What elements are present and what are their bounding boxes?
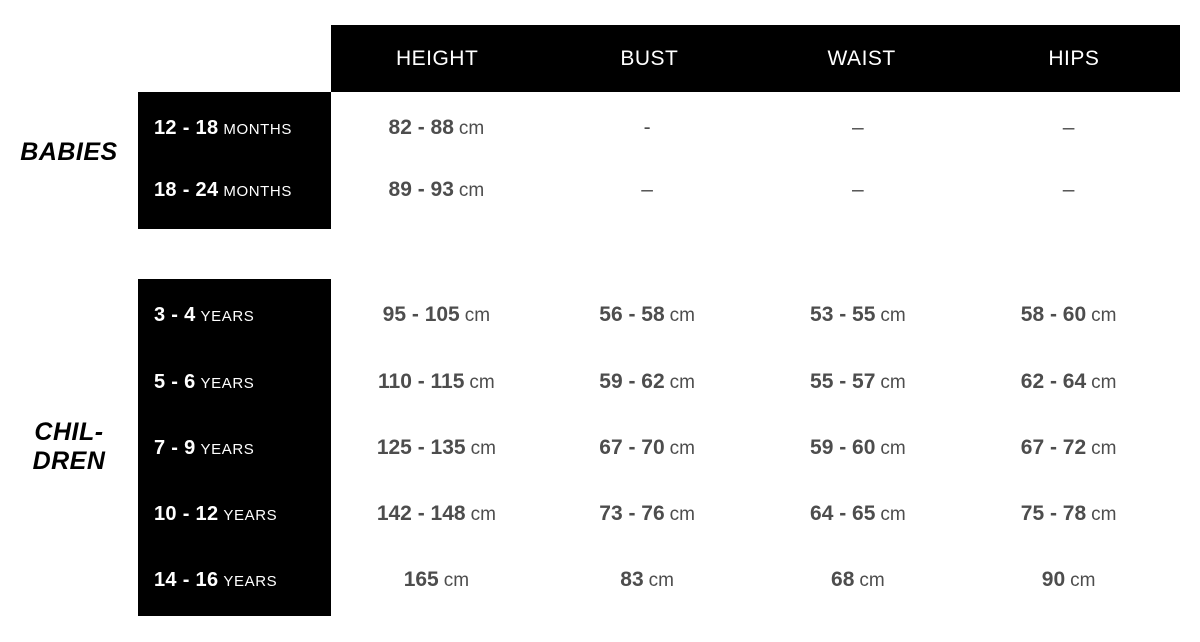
cell-hips [963, 370, 1174, 394]
cell-bust [542, 502, 753, 526]
cell-value: 59 - 60 [810, 436, 876, 459]
cell-value: - [643, 116, 651, 139]
age-range: 18 - 24 [154, 178, 219, 201]
cell-value: 125 - 135 [376, 436, 466, 459]
cell-unit: cm [1091, 305, 1117, 326]
row-values [331, 370, 1180, 394]
cell-unit: cm [669, 372, 695, 393]
cell-unit: cm [669, 305, 695, 326]
cell-bust [542, 568, 753, 592]
cell-unit: cm [880, 305, 906, 326]
cell-hips [963, 178, 1174, 202]
age-range: 5 - 6 [154, 370, 196, 393]
row-values [331, 568, 1180, 592]
cell-value: 82 - 88 [388, 116, 454, 139]
age-cell [138, 304, 331, 327]
cell-value: 64 - 65 [810, 502, 876, 525]
column-header-bust: BUST [620, 46, 679, 70]
table-row [138, 297, 1180, 333]
cell-waist [753, 436, 964, 460]
cell-value: 75 - 78 [1020, 502, 1087, 525]
group-label-children [0, 418, 138, 476]
cell-value: 67 - 72 [1020, 436, 1087, 459]
group-label-children-line1: CHIL- [34, 418, 104, 446]
cell-unit: cm [669, 438, 695, 459]
cell-height [331, 178, 542, 202]
cell-unit: cm [1091, 372, 1117, 393]
cell-height [331, 502, 542, 526]
cell-value: 56 - 58 [599, 303, 665, 326]
row-values [331, 116, 1180, 140]
cell-value: 83 [620, 568, 644, 591]
cell-hips [963, 303, 1174, 327]
cell-value: 62 - 64 [1020, 370, 1087, 393]
cell-unit: cm [470, 438, 496, 459]
cell-value: 55 - 57 [810, 370, 876, 393]
row-values [331, 178, 1180, 202]
cell-value: 68 [831, 568, 855, 591]
cell-value: 165 [403, 568, 439, 591]
cell-height [331, 436, 542, 460]
age-cell [138, 569, 331, 592]
cell-height [331, 370, 542, 394]
cell-unit: cm [458, 118, 485, 139]
cell-unit: cm [859, 570, 885, 591]
cell-hips [963, 502, 1174, 526]
table-row [138, 430, 1180, 466]
age-cell [138, 503, 331, 526]
cell-value: – [852, 178, 864, 201]
cell-unit: cm [669, 504, 695, 525]
age-unit: YEARS [200, 307, 255, 325]
cell-value: 67 - 70 [599, 436, 665, 459]
age-range: 12 - 18 [154, 116, 219, 139]
group-label-babies: BABIES [20, 138, 118, 166]
cell-value: 95 - 105 [382, 303, 460, 326]
cell-value: 90 [1041, 568, 1066, 591]
cell-waist [753, 568, 964, 592]
cell-unit: cm [464, 305, 491, 326]
cell-bust [542, 370, 753, 394]
row-values [331, 303, 1180, 327]
cell-waist [753, 502, 964, 526]
column-header-waist: WAIST [827, 46, 896, 70]
table-row [138, 172, 1180, 208]
age-cell [138, 437, 331, 460]
cell-unit: cm [469, 372, 495, 393]
cell-bust [542, 178, 753, 202]
cell-value: 142 - 148 [376, 502, 466, 525]
age-cell [138, 117, 331, 140]
cell-unit: cm [458, 180, 485, 201]
age-unit: YEARS [223, 572, 278, 590]
column-header-hips: HIPS [1048, 46, 1100, 70]
age-cell [138, 371, 331, 394]
cell-unit: cm [1070, 570, 1096, 591]
cell-value: – [641, 178, 653, 201]
cell-bust [542, 116, 753, 140]
cell-unit: cm [648, 570, 674, 591]
cell-waist [753, 303, 964, 327]
age-unit: YEARS [223, 506, 278, 524]
cell-value: 73 - 76 [599, 502, 665, 525]
cell-value: 89 - 93 [388, 178, 454, 201]
age-range: 3 - 4 [154, 303, 196, 326]
cell-bust [542, 436, 753, 460]
cell-bust [542, 303, 753, 327]
cell-waist [753, 370, 964, 394]
table-row [138, 496, 1180, 532]
cell-unit: cm [880, 372, 906, 393]
cell-value: 59 - 62 [599, 370, 665, 393]
cell-hips [963, 116, 1174, 140]
table-row [138, 364, 1180, 400]
age-unit: MONTHS [223, 182, 292, 200]
cell-unit: cm [470, 504, 496, 525]
cell-unit: cm [1091, 504, 1117, 525]
cell-height [331, 568, 542, 592]
cell-value: 53 - 55 [810, 303, 876, 326]
cell-value: – [1062, 116, 1075, 139]
age-range: 10 - 12 [154, 502, 219, 525]
table-row [138, 562, 1180, 598]
cell-hips [963, 568, 1174, 592]
cell-waist [753, 178, 964, 202]
cell-waist [753, 116, 964, 140]
age-range: 7 - 9 [154, 436, 196, 459]
row-values [331, 502, 1180, 526]
cell-value: – [852, 116, 864, 139]
cell-value: 58 - 60 [1020, 303, 1087, 326]
cell-height [331, 116, 542, 140]
row-values [331, 436, 1180, 460]
age-cell [138, 179, 331, 202]
cell-value: – [1062, 178, 1075, 201]
cell-hips [963, 436, 1174, 460]
group-label-children-line2: DREN [32, 446, 106, 475]
age-unit: YEARS [200, 440, 255, 458]
cell-unit: cm [1091, 438, 1117, 459]
age-range: 14 - 16 [154, 568, 219, 591]
cell-unit: cm [880, 504, 906, 525]
cell-unit: cm [443, 570, 470, 591]
table-header-row [331, 25, 1180, 92]
cell-height [331, 303, 542, 327]
age-unit: YEARS [200, 374, 255, 392]
table-row [138, 110, 1180, 146]
age-unit: MONTHS [223, 120, 292, 138]
cell-value: 110 - 115 [378, 370, 465, 393]
cell-unit: cm [880, 438, 906, 459]
column-header-height: HEIGHT [395, 46, 479, 70]
